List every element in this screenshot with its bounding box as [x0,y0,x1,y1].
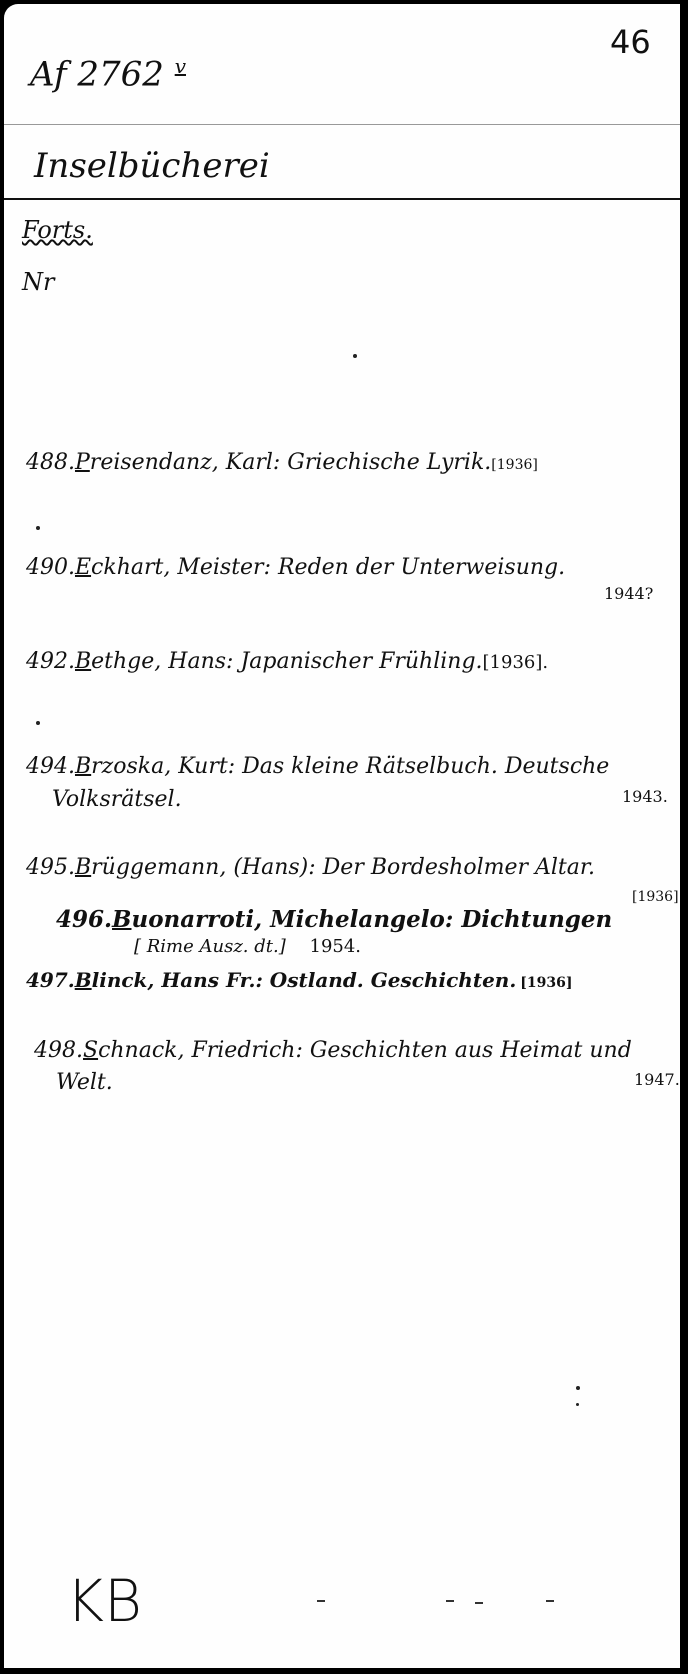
speck [576,1403,579,1406]
entry-494-year: 1943. [622,787,668,806]
page-number: 46 [610,23,651,61]
rule-top [4,124,680,125]
entry-497: 497.Blinck, Hans Fr.: Ostland. Geschichten. [1936] [26,968,573,992]
speck [36,526,40,530]
rule-bottom [4,198,680,200]
call-number-text: Af 2762 [30,54,164,95]
entry-498-line2: Welt. [56,1070,113,1095]
entry-494: 494.Brzoska, Kurt: Das kleine Rätselbuch. Deutsche [26,754,610,779]
speck [36,721,40,725]
entry-498: 498.Schnack, Friedrich: Geschichten aus Heimat und [34,1038,632,1063]
call-number-mark: v [174,54,186,78]
entry-495: 495.Brüggemann, (Hans): Der Bordesholmer Altar. [26,855,595,880]
entry-494-line2: Volksrätsel. [52,787,182,812]
entry-488: 488.Preisendanz, Karl: Griechische Lyrik.[1936] [26,450,538,475]
speck [353,354,357,358]
catalog-card [4,4,680,1668]
entry-496-line2: [ Rime Ausz. dt.] 1954. [134,936,362,957]
number-label: Nr [22,268,55,296]
speck [576,1386,580,1390]
initials: KB [66,1567,143,1635]
continued-label: Forts. [22,216,93,244]
speck [317,1600,325,1602]
heading: Inselbücherei [34,146,270,186]
entry-498-year: 1947. [634,1070,680,1089]
speck [546,1600,554,1602]
speck [475,1602,483,1604]
entry-495-year: [1936] [632,889,679,905]
entry-490-year: 1944? [604,584,654,603]
entry-490: 490.Eckhart, Meister: Reden der Unterweisung. [26,555,566,580]
entry-496: 496.Buonarroti, Michelangelo: Dichtungen [56,906,613,933]
speck [446,1600,454,1602]
entry-492: 492.Bethge, Hans: Japanischer Frühling.[1936]. [26,649,549,674]
call-number [30,54,186,95]
